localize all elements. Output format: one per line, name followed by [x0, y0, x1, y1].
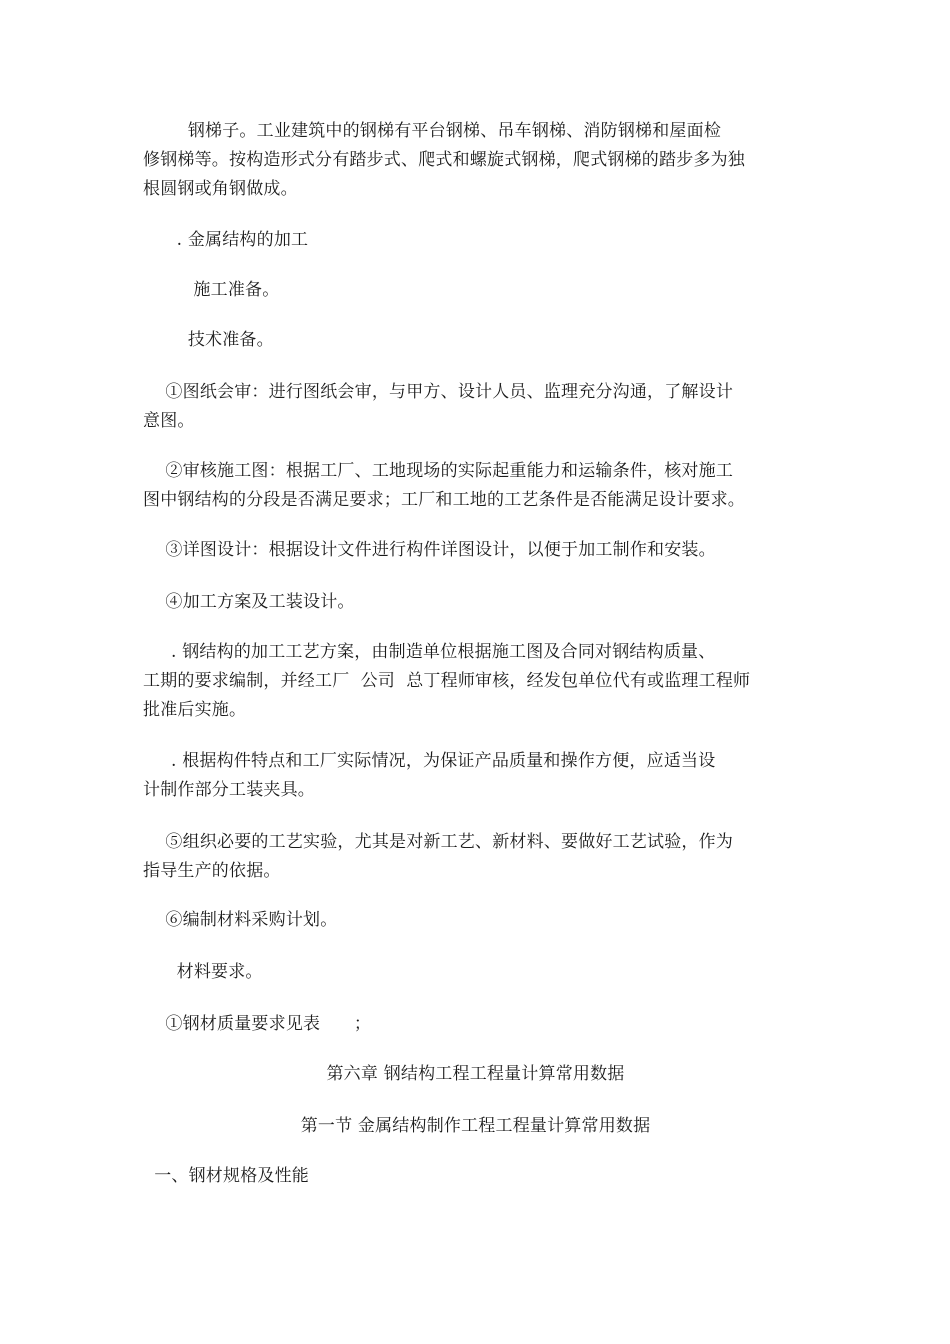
text-line: ③详图设计：根据设计文件进行构件详图设计，以便于加工制作和安装。	[143, 540, 716, 560]
chapter-title: 第六章 钢结构工程工程量计算常用数据	[326, 1064, 625, 1084]
text-line: 施工准备。	[143, 280, 280, 300]
text-line: 指导生产的依据。	[143, 861, 281, 881]
heading-material-requirements	[143, 958, 808, 987]
subsection-title: 一、钢材规格及性能	[143, 1166, 310, 1186]
paragraph-steel-quality	[143, 1010, 808, 1039]
text-line: 意图。	[143, 411, 195, 431]
text-line: ①钢材质量要求见表 ；	[143, 1014, 372, 1034]
text-line: ④加工方案及工装设计。	[143, 592, 355, 612]
text-line: ⑤组织必要的工艺实验，尤其是对新工艺、新材料、要做好工艺试验，作为	[143, 832, 734, 852]
text-line: 批准后实施。	[143, 700, 247, 720]
paragraph-steel-ladder	[143, 117, 808, 204]
text-line: 计制作部分工装夹具。	[143, 780, 315, 800]
text-line: ②审核施工图：根据工厂、工地现场的实际起重能力和运输条件，核对施工	[143, 461, 734, 481]
heading-technical-preparation	[143, 326, 808, 355]
text-line: ①图纸会审：进行图纸会审，与甲方、设计人员、监理充分沟通，了解设计	[143, 382, 734, 402]
heading-metal-structure-processing	[143, 226, 808, 255]
text-line: 修钢梯等。按构造形式分有踏步式、爬式和螺旋式钢梯，爬式钢梯的踏步多为独	[143, 150, 745, 170]
paragraph-detail-design	[143, 536, 808, 565]
text-line: ⑥编制材料采购计划。	[143, 910, 338, 930]
paragraph-processing-plan	[143, 588, 808, 617]
text-line: 工期的要求编制，并经工厂 公司 总丁程师审核，经发包单位代有或监理工程师	[143, 671, 751, 691]
text-line: 材料要求。	[143, 962, 263, 982]
text-line: 图中钢结构的分段是否满足要求；工厂和工地的工艺条件是否能满足设计要求。	[143, 490, 745, 510]
paragraph-process-scheme	[143, 638, 808, 725]
text-line: 根圆钢或角钢做成。	[143, 179, 298, 199]
paragraph-drawing-review	[143, 378, 808, 436]
paragraph-review-drawings	[143, 457, 808, 515]
text-line: 钢梯子。工业建筑中的钢梯有平台钢梯、吊车钢梯、消防钢梯和屋面检	[143, 121, 722, 141]
heading-construction-preparation	[143, 276, 808, 305]
section-title: 第一节 金属结构制作工程工程量计算常用数据	[300, 1116, 651, 1136]
paragraph-fixtures	[143, 747, 808, 805]
text-line: . 根据构件特点和工厂实际情况，为保证产品质量和操作方便，应适当设	[143, 751, 716, 771]
text-line: . 钢结构的加工工艺方案，由制造单位根据施工图及合同对钢结构质量、	[143, 642, 716, 662]
paragraph-procurement-plan	[143, 906, 808, 935]
text-line: 技术准备。	[143, 330, 274, 350]
text-line: . 金属结构的加工	[143, 230, 309, 250]
paragraph-process-experiment	[143, 828, 808, 886]
